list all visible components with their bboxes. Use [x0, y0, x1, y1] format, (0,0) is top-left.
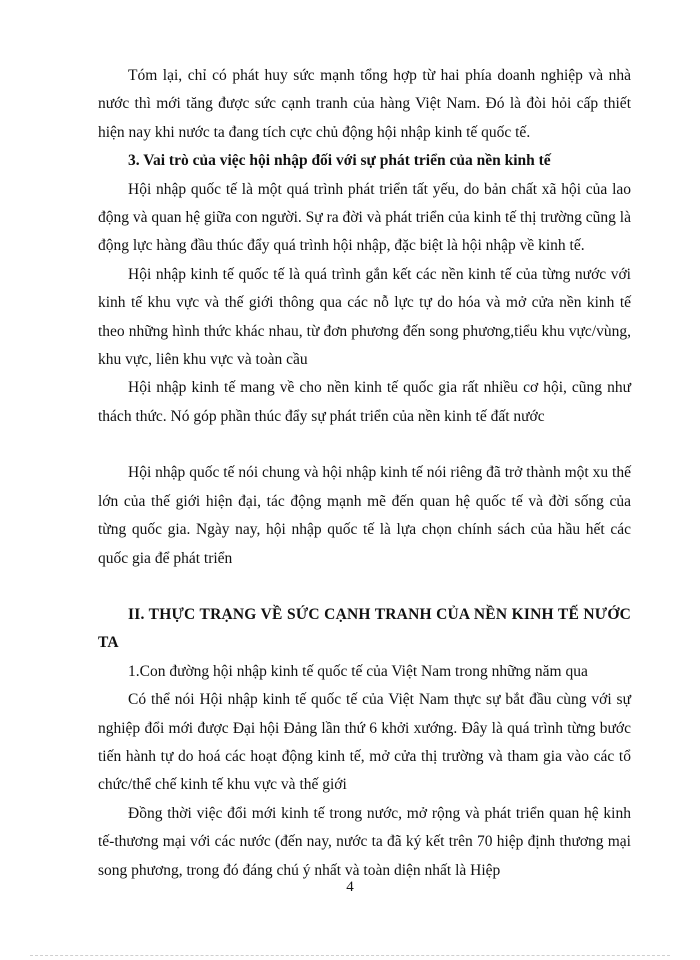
page-number: 4	[346, 879, 354, 895]
blank-line	[98, 573, 631, 601]
paragraph-conclusion: Tóm lại, chỉ có phát huy sức mạnh tổng hợp từ hai phía doanh nghiệp và nhà nước thì mới tăng được sức cạnh tranh của hàng Việt Nam. Đó là đòi hỏi cấp thiết hiện nay khi nước ta đang tích cực chủ động hội nhập kinh tế quốc tế.	[98, 67, 631, 141]
paragraph-integration-definition: Hội nhập kinh tế quốc tế là quá trình gắn kết các nền kinh tế của từng nước với kinh tế khu vực và thế giới thông qua các nỗ lực tự do hóa và mở cửa nền kinh tế theo những hình thức khác nhau, từ đơn phương đến song phương,tiểu khu vực/vùng, khu vực, liên khu vực và toàn cầu	[98, 265, 631, 369]
paragraph-integration-trend: Hội nhập quốc tế nói chung và hội nhập kinh tế nói riêng đã trở thành một xu thế lớn của thế giới hiện đại, tác động mạnh mẽ đến quan hệ quốc tế và đời sống của từng quốc gia. Ngày nay, hội nhập quốc tế là lựa chọn chính sách của hầu hết các quốc gia để phát triển	[98, 464, 631, 567]
page-bottom-divider	[30, 955, 670, 956]
paragraph-economic-reform: Đồng thời việc đổi mới kinh tế trong nước, mở rộng và phát triển quan hệ kinh tế-thương mại với các nước (đến nay, nước ta đã ký kết trên 70 hiệp định thương mại song phương, trong đó đáng chú ý nhất và toàn diện nhất là Hiệp	[98, 804, 631, 879]
subheading-path-integration: 1.Con đường hội nhập kinh tế quốc tế của Việt Nam trong những năm qua	[128, 662, 588, 680]
heading-section-3: 3. Vai trò của việc hội nhập đối với sự phát triển của nền kinh tế	[128, 152, 551, 170]
blank-line	[98, 431, 631, 459]
document-body	[98, 62, 631, 885]
paragraph-vietnam-integration-start: Có thể nói Hội nhập kinh tế quốc tế của Việt Nam thực sự bắt đầu cùng với sự nghiệp đổi mới được Đại hội Đảng lần thứ 6 khởi xướng. Đây là quá trình từng bước tiến hành tự do hoá các hoạt động kinh tế, mở cửa thị trường và tham gia vào các tổ chức/thể chế kinh tế khu vực và thế giới	[98, 691, 631, 794]
paragraph-integration-inevitable: Hội nhập quốc tế là một quá trình phát triển tất yếu, do bản chất xã hội của lao động và quan hệ giữa con người. Sự ra đời và phát triển của kinh tế thị trường cũng là động lực hàng đầu thúc đẩy quá trình hội nhập, đặc biệt là hội nhập về kinh tế.	[98, 180, 631, 255]
heading-section-ii: II. THỰC TRẠNG VỀ SỨC CẠNH TRANH CỦA NỀN KINH TẾ NƯỚC TA	[98, 605, 631, 652]
paragraph-integration-opportunities: Hội nhập kinh tế mang về cho nền kinh tế quốc gia rất nhiều cơ hội, cũng như thách thức. Nó góp phần thúc đẩy sự phát triển của nền kinh tế đất nước	[98, 379, 631, 425]
